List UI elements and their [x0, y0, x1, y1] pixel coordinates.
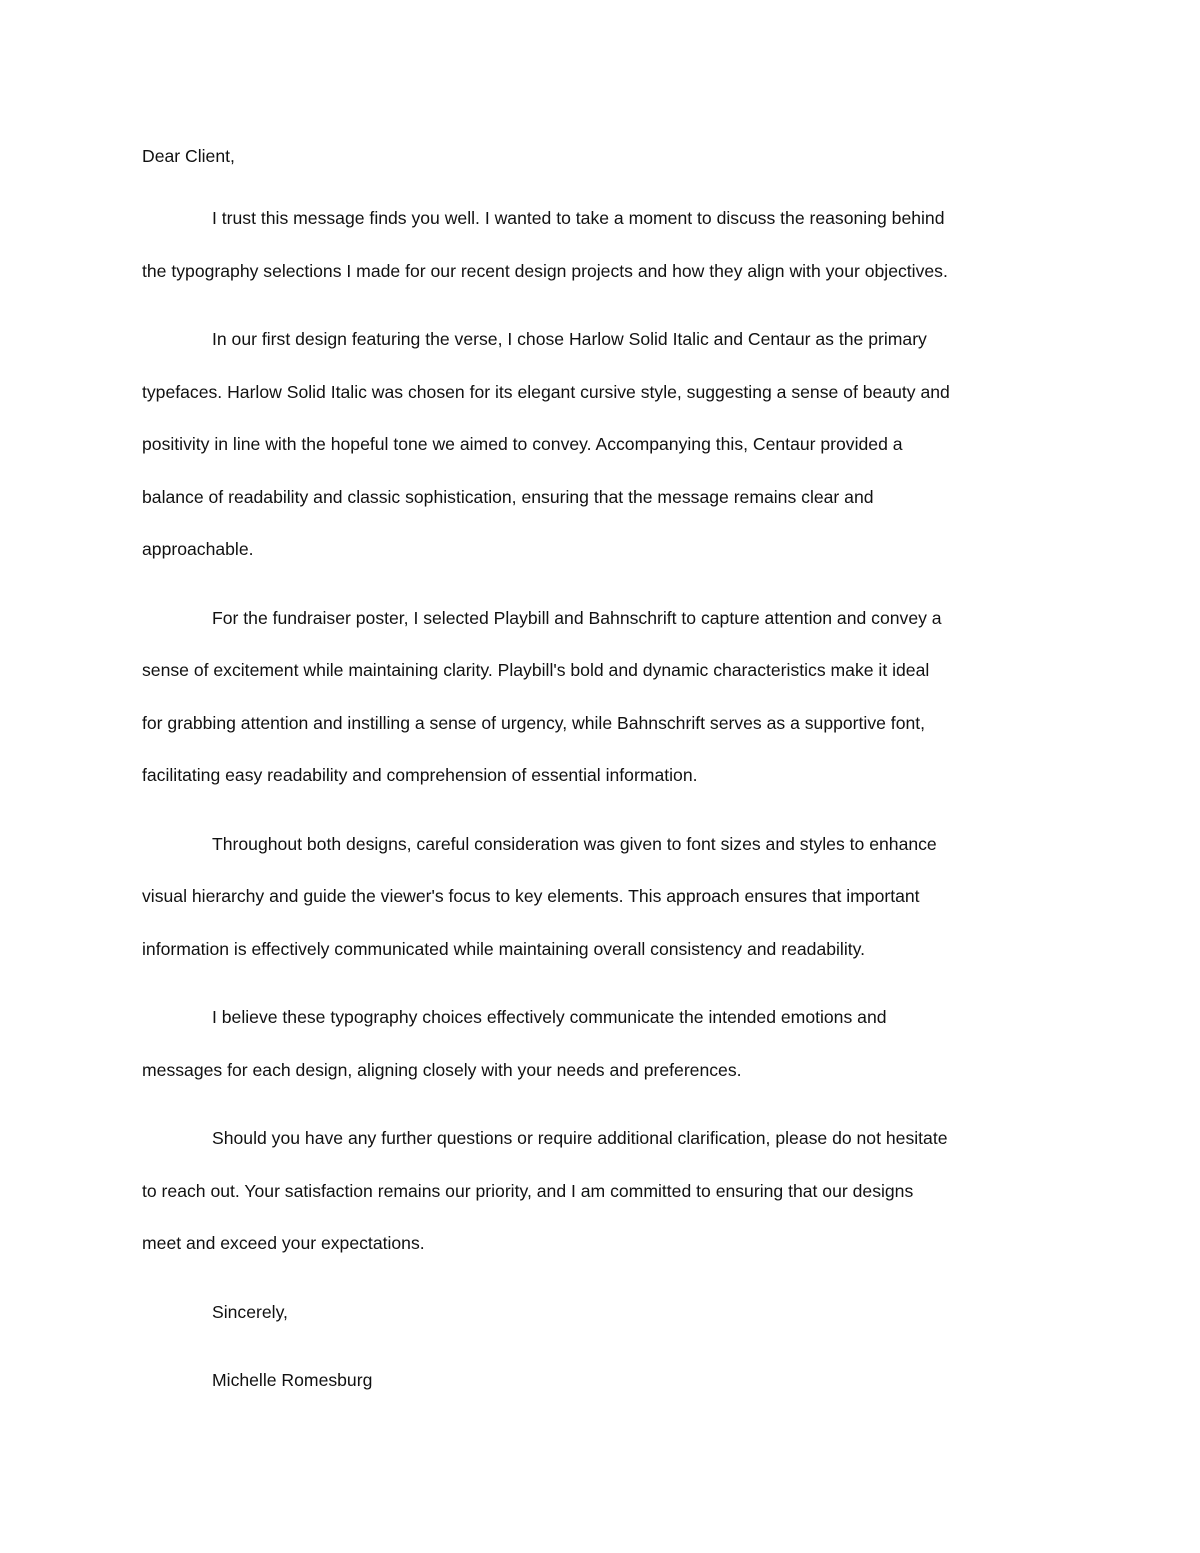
spacer — [142, 1338, 1072, 1354]
paragraph-line: balance of readability and classic sophistication, ensuring that the message remains clear and — [142, 486, 874, 507]
paragraph-line: messages for each design, aligning closely with your needs and preferences. — [142, 1059, 742, 1080]
body-paragraph — [142, 991, 1072, 1096]
paragraph-line: visual hierarchy and guide the viewer's focus to key elements. This approach ensures that important — [142, 886, 920, 906]
paragraph-list — [142, 192, 1072, 1270]
paragraph-line: the typography selections I made for our recent design projects and how they align with your objectives. — [142, 260, 948, 281]
paragraph-line: I trust this message finds you well. I wanted to take a moment to discuss the reasoning behind — [212, 208, 945, 228]
paragraph-line: positivity in line with the hopeful tone we aimed to convey. Accompanying this, Centaur provided a — [142, 434, 903, 454]
body-paragraph — [142, 818, 1072, 976]
paragraph-line: For the fundraiser poster, I selected Playbill and Bahnschrift to capture attention and convey a — [212, 607, 942, 628]
paragraph-line: for grabbing attention and instilling a sense of urgency, while Bahnschrift serves as a supportive font, — [142, 712, 926, 733]
paragraph-line: sense of excitement while maintaining clarity. Playbill's bold and dynamic characteristics make it ideal — [142, 660, 930, 680]
closing-line: Sincerely, — [212, 1301, 288, 1322]
letter-body — [142, 140, 1072, 1407]
paragraph-line: Throughout both designs, careful consideration was given to font sizes and styles to enhance — [212, 833, 937, 854]
body-paragraph — [142, 313, 1072, 576]
body-paragraph — [142, 192, 1072, 297]
body-paragraph — [142, 1112, 1072, 1270]
paragraph-line: facilitating easy readability and comprehension of essential information. — [142, 765, 698, 785]
paragraph-line: I believe these typography choices effectively communicate the intended emotions and — [212, 1007, 887, 1027]
paragraph-line: approachable. — [142, 539, 254, 559]
paragraph-line: In our first design featuring the verse, I chose Harlow Solid Italic and Centaur as the primary — [212, 329, 927, 349]
spacer — [142, 173, 1072, 192]
paragraph-line: information is effectively communicated while maintaining overall consistency and readability. — [142, 938, 866, 959]
signature-name: Michelle Romesburg — [212, 1370, 373, 1390]
paragraph-line: typefaces. Harlow Solid Italic was chosen for its elegant cursive style, suggesting a sense of beauty and — [142, 381, 950, 402]
paragraph-line: Should you have any further questions or require additional clarification, please do not hesitate — [212, 1128, 948, 1148]
paragraph-line: to reach out. Your satisfaction remains our priority, and I am committed to ensuring that our designs — [142, 1180, 914, 1201]
paragraph-line: meet and exceed your expectations. — [142, 1233, 425, 1253]
salutation: Dear Client, — [142, 146, 235, 166]
body-paragraph — [142, 592, 1072, 802]
